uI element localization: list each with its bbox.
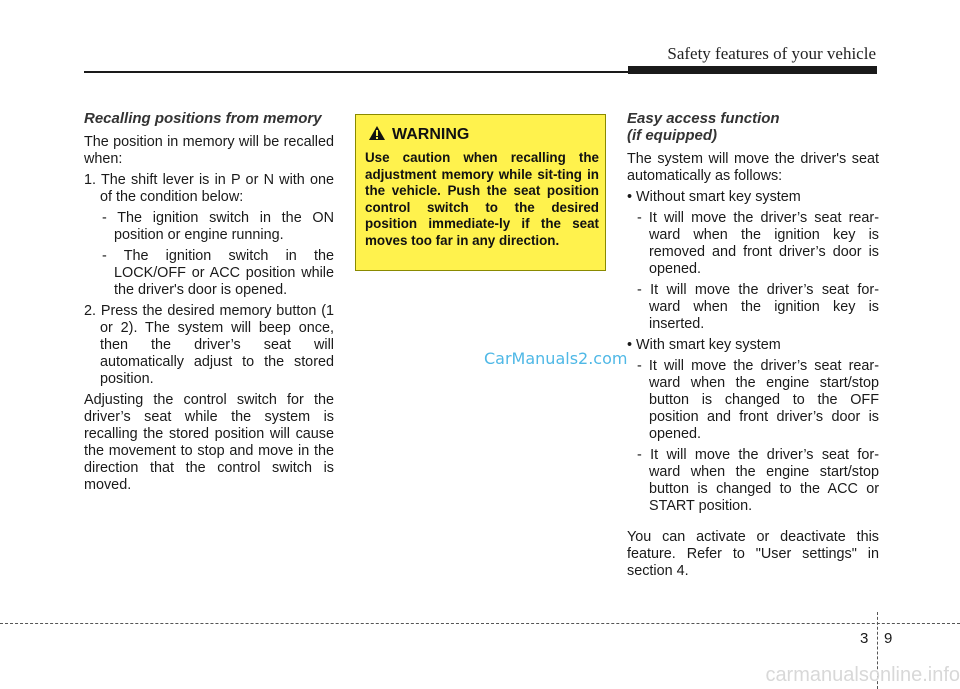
warning-box [355, 114, 606, 271]
with-smart-key-sub-1: - It will move the driver’s seat rear-ward when the engine start/stop button is changed to the OFF position and front driver’s door is opened. [637, 358, 879, 442]
with-smart-key-sub-2: - It will move the driver’s seat for-ward when the engine start/stop button is changed to the ACC or START position. [637, 447, 879, 514]
easy-access-heading [627, 110, 879, 144]
section-title: Safety features of your vehicle [667, 44, 876, 63]
recall-item-2: 2. Press the desired memory button (1 or 2). The system will beep once, then the driver’s seat will automatically adjust to the stored position. [84, 303, 334, 387]
recall-paragraph: Adjusting the control switch for the driver’s seat while the system is recalling the stored position will cause the movement to stop and move in the direction that the control switch is moved. [84, 392, 334, 493]
recall-item-1-sub-1: - The ignition switch in the ON position or engine running. [102, 210, 334, 243]
site-watermark: carmanualsonline.info [765, 664, 960, 686]
page-number: 9 [884, 630, 893, 647]
easy-access-heading-line1: Easy access function [627, 110, 780, 127]
recall-item-1-sub-2: - The ignition switch in the LOCK/OFF or ACC position while the driver's door is opened. [102, 248, 334, 298]
easy-access-heading-line2: (if equipped) [627, 127, 717, 144]
watermark-text: CarManuals2.com [484, 349, 628, 368]
warning-triangle-icon [368, 125, 386, 141]
bullet-with-smart-key: • With smart key system [627, 337, 781, 353]
header-rule [84, 71, 636, 73]
without-smart-key-sub-2: - It will move the driver’s seat for-ward when the ignition key is inserted. [637, 282, 879, 332]
without-smart-key-sub-1: - It will move the driver’s seat rear-ward when the ignition key is removed and front driver’s door is opened. [637, 210, 879, 277]
footer-divider [0, 623, 960, 624]
right-column [627, 110, 879, 584]
easy-access-outro: You can activate or deactivate this feature. Refer to "User settings" in section 4. [627, 529, 879, 579]
warning-title: WARNING [392, 126, 470, 143]
recall-intro: The position in memory will be recalled when: [84, 134, 334, 167]
warning-text: Use caution when recalling the adjustment memory while sit-ting in the vehicle. Push the seat position control switch to the desired position immediate-ly if the seat moves too far in any direction. [365, 150, 599, 248]
recall-item-1: 1. The shift lever is in P or N with one of the condition below: [84, 172, 334, 205]
header-rule-accent [628, 66, 877, 74]
easy-access-intro: The system will move the driver's seat automatically as follows: [627, 151, 879, 184]
recall-heading: Recalling positions from memory [84, 110, 322, 127]
left-column [84, 110, 334, 498]
bullet-without-smart-key: • Without smart key system [627, 189, 801, 205]
chapter-number: 3 [860, 630, 869, 647]
